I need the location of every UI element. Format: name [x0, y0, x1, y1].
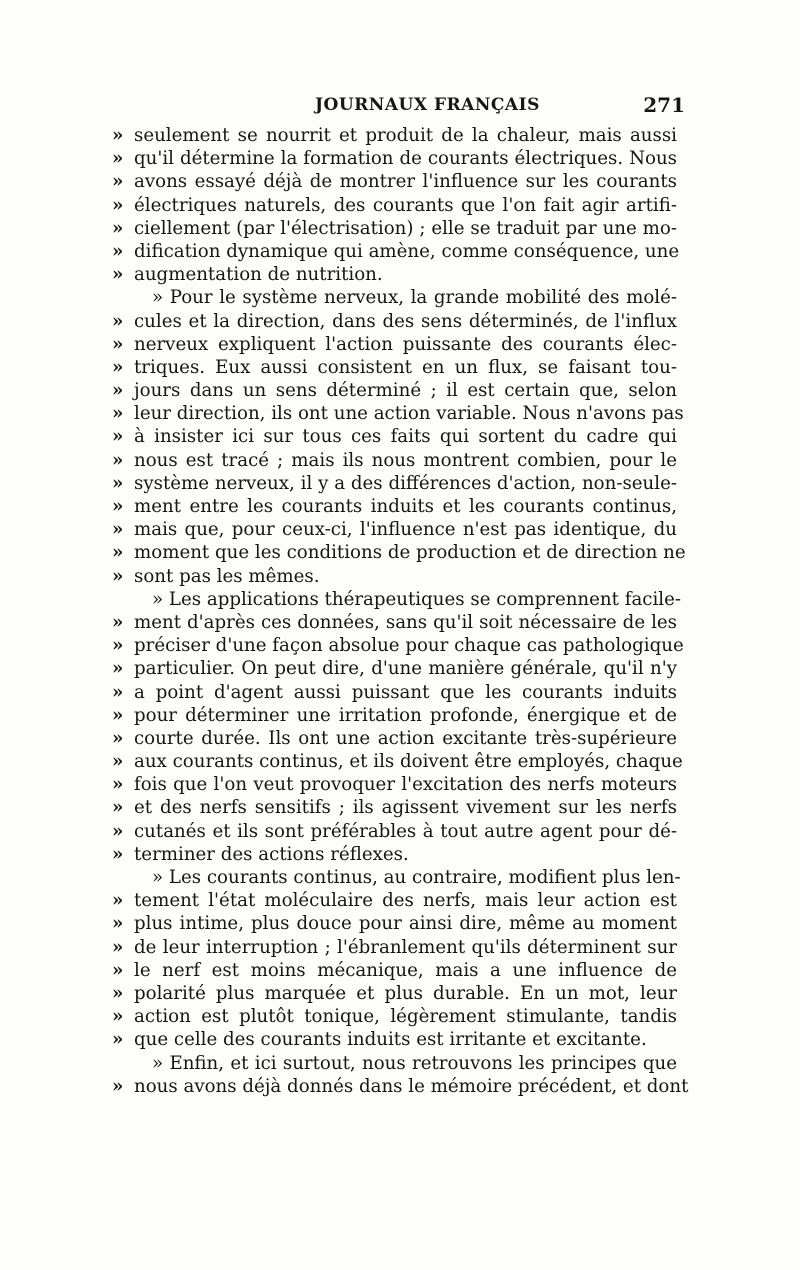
quote-mark: » [112, 959, 124, 981]
text-line [112, 518, 677, 541]
quote-mark: » [112, 240, 124, 262]
text-line [112, 217, 677, 240]
text-line [112, 170, 677, 193]
quote-mark: » [112, 1029, 124, 1051]
line-text: de leur interruption ; l'ébranlement qu'ils déterminent sur [134, 936, 677, 958]
quote-mark: » [112, 148, 124, 170]
text-line [112, 588, 682, 611]
quote-mark: » [112, 333, 124, 355]
quote-mark: » [112, 635, 124, 657]
quote-mark: » [112, 1006, 124, 1028]
text-line [112, 773, 677, 796]
line-text: cules et la direction, dans des sens déterminés, de l'influx [134, 310, 677, 332]
line-text: nerveux expliquent l'action puissante des courants élec- [134, 333, 677, 355]
line-text: nous avons déjà donnés dans le mémoire précédent, et dont [134, 1075, 689, 1097]
text-line [112, 240, 680, 263]
text-line [112, 796, 677, 819]
line-text: sont pas les mêmes. [134, 565, 320, 587]
quote-mark: » [112, 774, 124, 796]
line-text: particulier. On peut dire, d'une manière générale, qu'il n'y [134, 658, 677, 680]
line-text: avons essayé déjà de montrer l'influence sur les courants [134, 171, 677, 193]
line-text: et des nerfs sensitifs ; ils agissent vivement sur les nerfs [134, 797, 677, 819]
line-text: système nerveux, il y a des différences d'action, non-seule- [134, 472, 677, 494]
text-line [112, 1075, 689, 1098]
text-line [112, 750, 683, 773]
line-text: que celle des courants induits est irritante et excitante. [134, 1029, 647, 1051]
text-line [112, 541, 686, 564]
text-line [112, 379, 677, 402]
line-text: » Pour le système nerveux, la grande mobilité des molé- [152, 287, 677, 309]
line-text: mais que, pour ceux-ci, l'influence n'est pas identique, du [134, 519, 677, 541]
text-line [112, 727, 677, 750]
line-text: triques. Eux aussi consistent en un flux, se faisant tou- [134, 356, 677, 378]
quote-mark: » [112, 982, 124, 1004]
quote-mark: » [112, 426, 124, 448]
quote-mark: » [112, 264, 124, 286]
quote-mark: » [112, 820, 124, 842]
quote-mark: » [112, 913, 124, 935]
text-line [112, 704, 677, 727]
page-header [110, 95, 685, 121]
line-text: moment que les conditions de production et de direction ne [134, 542, 686, 564]
line-text: seulement se nourrit et produit de la chaleur, mais aussi [134, 125, 677, 146]
line-text: préciser d'une façon absolue pour chaque cas pathologique [134, 635, 684, 657]
quote-mark: » [112, 890, 124, 912]
line-text: ciellement (par l'électrisation) ; elle se traduit par une mo- [134, 217, 677, 239]
line-text: aux courants continus, et ils doivent être employés, chaque [134, 751, 683, 773]
quote-mark: » [112, 519, 124, 541]
text-line [112, 356, 677, 379]
line-text: courte durée. Ils ont une action excitante très-supérieure [134, 727, 677, 749]
line-text: action est plutôt tonique, légèrement stimulante, tandis [134, 1006, 677, 1028]
quote-mark: » [112, 565, 124, 587]
text-line [112, 843, 677, 866]
quote-mark: » [112, 496, 124, 517]
quote-mark: » [112, 936, 124, 958]
quote-mark: » [112, 171, 124, 193]
text-line [112, 982, 677, 1005]
line-text: pour déterminer une irritation profonde, énergique et de [134, 704, 677, 726]
text-line [112, 1028, 677, 1051]
text-line [112, 657, 677, 680]
text-line [112, 681, 677, 704]
text-line [112, 449, 677, 472]
quote-mark: » [112, 843, 124, 865]
text-line [112, 286, 677, 309]
text-line [112, 959, 677, 982]
line-text: plus intime, plus douce pour ainsi dire, même au moment [134, 913, 677, 935]
text-line [112, 124, 677, 147]
quote-mark: » [112, 449, 124, 471]
line-text: a point d'agent aussi puissant que les courants induits [134, 681, 677, 703]
line-text: ment entre les courants induits et les courants continus, [134, 496, 677, 517]
line-text: qu'il détermine la formation de courants électriques. Nous [134, 148, 677, 170]
line-text: nous est tracé ; mais ils nous montrent combien, pour le [134, 449, 677, 471]
body-text [112, 124, 689, 1098]
quote-mark: » [112, 356, 124, 378]
quote-mark: » [112, 681, 124, 703]
line-text: fois que l'on veut provoquer l'excitation des nerfs moteurs [134, 774, 677, 796]
text-line [112, 820, 677, 843]
page-number: 271 [643, 93, 685, 117]
line-text: » Enfin, et ici surtout, nous retrouvons les principes que [152, 1052, 677, 1074]
line-text: électriques naturels, des courants que l'on fait agir artifi- [134, 194, 677, 216]
line-text: terminer des actions réflexes. [134, 843, 409, 865]
text-line [112, 263, 677, 286]
text-line [112, 565, 677, 588]
text-line [112, 611, 677, 634]
line-text: » Les applications thérapeutiques se comprennent facile- [152, 588, 682, 610]
running-head: JOURNAUX FRANÇAIS [315, 95, 540, 115]
quote-mark: » [112, 217, 124, 239]
text-line [112, 310, 677, 333]
quote-mark: » [112, 704, 124, 726]
text-line [112, 495, 677, 518]
quote-mark: » [112, 194, 124, 216]
quote-mark: » [112, 658, 124, 680]
line-text: leur direction, ils ont une action variable. Nous n'avons pas [134, 403, 684, 425]
line-text: polarité plus marquée et plus durable. En un mot, leur [134, 982, 677, 1004]
quote-mark: » [112, 611, 124, 633]
line-text: à insister ici sur tous ces faits qui sortent du cadre qui [134, 426, 677, 448]
quote-mark: » [112, 310, 124, 332]
quote-mark: » [112, 542, 124, 564]
line-text: cutanés et ils sont préférables à tout autre agent pour dé- [134, 820, 677, 842]
quote-mark: » [112, 380, 124, 402]
text-line [112, 634, 684, 657]
quote-mark: » [112, 797, 124, 819]
quote-mark: » [112, 727, 124, 749]
line-text: dification dynamique qui amène, comme conséquence, une [134, 240, 680, 262]
text-line [112, 147, 677, 170]
text-line [112, 866, 681, 889]
text-line [112, 402, 684, 425]
quote-mark: » [112, 403, 124, 425]
line-text: le nerf est moins mécanique, mais a une influence de [134, 959, 677, 981]
text-line [112, 472, 677, 495]
text-line [112, 425, 677, 448]
line-text: ment d'après ces données, sans qu'il soit nécessaire de les [134, 611, 677, 633]
text-line [112, 936, 677, 959]
quote-mark: » [112, 751, 124, 773]
text-line [112, 912, 677, 935]
text-line [112, 194, 677, 217]
text-line [112, 1005, 677, 1028]
quote-mark: » [112, 472, 124, 494]
line-text: jours dans un sens déterminé ; il est certain que, selon [134, 380, 677, 402]
line-text: tement l'état moléculaire des nerfs, mais leur action est [134, 890, 677, 912]
text-line [112, 1052, 677, 1075]
line-text: augmentation de nutrition. [134, 264, 383, 286]
text-line [112, 333, 677, 356]
quote-mark: » [112, 1075, 124, 1097]
quote-mark: » [112, 125, 124, 146]
line-text: » Les courants continus, au contraire, modifient plus len- [152, 867, 681, 888]
text-line [112, 889, 677, 912]
